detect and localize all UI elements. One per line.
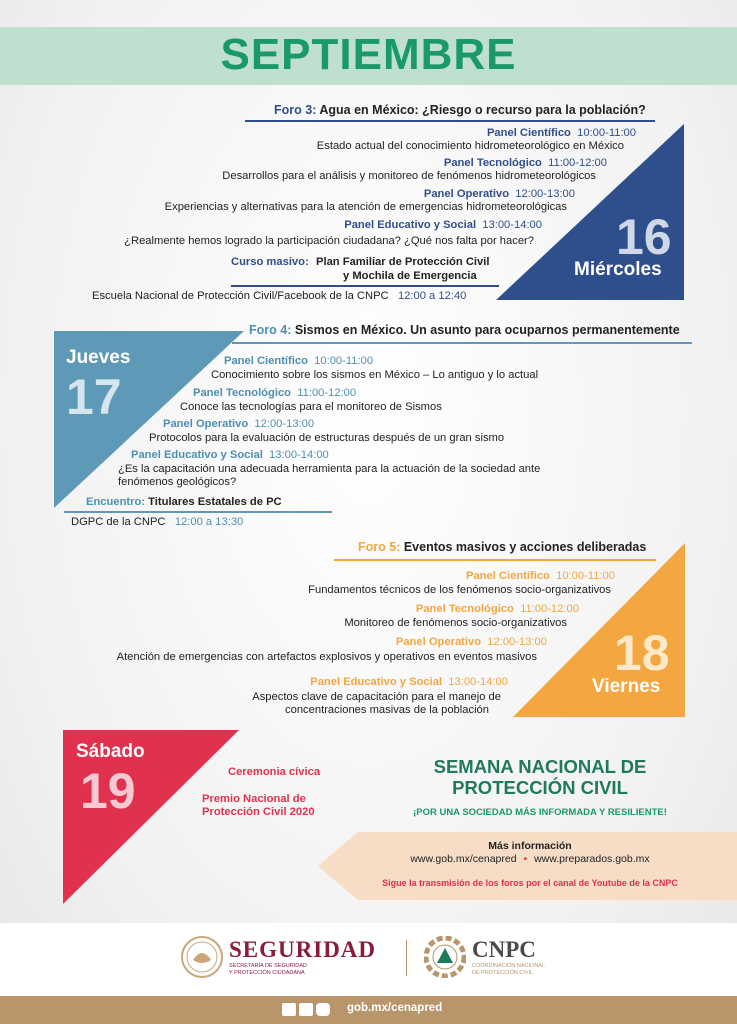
cnpc-sub-2: DE PROTECCIÓN CIVIL (472, 970, 534, 976)
panel-label: Panel Tecnológico (193, 387, 292, 399)
semana-line-2: PROTECCIÓN CIVIL (452, 777, 628, 798)
day17-panel-3-desc: Protocolos para la evaluación de estructuras después de un gran sismo (149, 432, 505, 444)
link-preparados[interactable]: www.preparados.gob.mx (534, 853, 650, 865)
curso-desc: Escuela Nacional de Protección Civil/Facebook de la CNPC (92, 290, 389, 302)
seguridad-seal-icon (181, 936, 223, 978)
panel-label: Panel Científico (224, 355, 308, 367)
day16-number: 16 (616, 209, 672, 265)
panel-time: 10:00-11:00 (314, 355, 374, 367)
day17-panel-3-header (163, 418, 314, 431)
semana-slogan: ¡POR UNA SOCIEDAD MÁS INFORMADA Y RESILIENTE! (413, 807, 667, 818)
day16-curso-rule (231, 285, 499, 287)
day16-panel-1-header (487, 127, 636, 140)
day19-name: Sábado (76, 741, 145, 762)
day18-panel-4-desc: Aspectos clave de capacitación para el manejo de (252, 691, 501, 703)
day18-panel-1-desc: Fundamentos técnicos de los fenómenos socio-organizativos (308, 584, 611, 596)
encuentro-desc: DGPC de la CNPC (71, 516, 166, 528)
twitter-icon[interactable] (299, 1003, 313, 1016)
footer-divider (406, 940, 407, 976)
page-title: SEPTIEMBRE (220, 30, 517, 79)
day17-name: Jueves (66, 347, 131, 368)
curso-time: 12:00 a 12:40 (397, 290, 467, 302)
day16-panel-2-desc: Desarrollos para el análisis y monitoreo de fenómenos hidrometeorológicos (222, 170, 596, 182)
info-youtube: Sigue la transmisión de los foros por el canal de Youtube de la CNPC (382, 878, 678, 888)
panel-time: 13:00-14:00 (269, 449, 329, 461)
cnpc-subtitle (472, 963, 545, 977)
day16-curso-label-colored: Curso masivo: (231, 256, 309, 268)
day16-curso-title-1: Plan Familiar de Protección Civil (316, 256, 490, 268)
panel-label: Panel Tecnológico (443, 157, 542, 169)
panel-time: 12:00-13:00 (515, 188, 575, 200)
panel-label: Panel Tecnológico (415, 603, 514, 615)
day17-encuentro-desc (71, 516, 243, 529)
day17-panel-2-desc: Conoce las tecnologías para el monitoreo de Sismos (180, 401, 442, 413)
day17-foro-rule (232, 342, 692, 344)
day17-number: 17 (66, 369, 122, 425)
info-title: Más información (488, 840, 572, 852)
day17-panel-1-header (224, 355, 373, 368)
day17-panel-2-header (193, 387, 356, 400)
panel-label: Panel Científico (465, 570, 550, 582)
foro-name: Sismos en México. Un asunto para ocuparnos permanentemente (291, 323, 680, 337)
day18-name: Viernes (592, 676, 661, 697)
panel-time: 13:00-14:00 (448, 676, 508, 688)
facebook-icon[interactable] (282, 1003, 296, 1016)
link-cenapred[interactable]: www.gob.mx/cenapred (410, 853, 517, 865)
day19-number: 19 (80, 763, 136, 819)
seguridad-title: SEGURIDAD (229, 937, 377, 962)
day16-curso-desc (92, 290, 466, 303)
day16-panel-4-header (344, 219, 542, 232)
day19-item-premio-1: Premio Nacional de (202, 793, 306, 805)
day18-panel-2-desc: Monitoreo de fenómenos socio-organizativos (344, 617, 567, 629)
panel-label: Panel Científico (486, 127, 571, 139)
cnpc-sub-1: COORDINACIÓN NACIONAL (472, 963, 546, 969)
day16-foro-rule (245, 120, 655, 122)
day17-panel-1-desc: Conocimiento sobre los sismos en México – Lo antiguo y lo actual (211, 369, 539, 381)
panel-label: Panel Operativo (163, 418, 249, 430)
panel-label: Panel Educativo y Social (344, 219, 477, 231)
day16-panel-3-header (424, 188, 575, 201)
foro-name: Agua en México: ¿Riesgo o recurso para la población? (316, 103, 646, 117)
day18-panel-1-header (466, 570, 615, 583)
seguridad-sub-2: Y PROTECCIÓN CIUDADANA (229, 970, 305, 976)
encuentro-label: Encuentro: (86, 496, 146, 508)
day16-panel-4-desc: ¿Realmente hemos logrado la participación ciudadana? ¿Qué nos falta por hacer? (124, 235, 534, 247)
cnpc-logo-icon (424, 936, 466, 978)
panel-time: 12:00-13:00 (254, 418, 315, 430)
panel-label: Panel Operativo (423, 188, 510, 200)
encuentro-title: Titulares Estatales de PC (145, 496, 282, 508)
panel-time: 10:00-11:00 (577, 127, 636, 139)
panel-time: 10:00-11:00 (556, 570, 615, 582)
day16-panel-1-desc: Estado actual del conocimiento hidrometeorológico en México (316, 140, 624, 152)
panel-time: 13:00-14:00 (482, 219, 542, 231)
day16-curso-title-2: y Mochila de Emergencia (343, 270, 477, 282)
panel-label: Panel Educativo y Social (131, 449, 263, 461)
day18-foro-rule (334, 559, 656, 561)
encuentro-time: 12:00 a 13:30 (174, 516, 244, 528)
day18-panel-3-desc: Atención de emergencias con artefactos explosivos y operativos en eventos masivos (116, 651, 537, 663)
day17-panel-4-desc: ¿Es la capacitación una adecuada herramienta para la actuación de la sociedad ante (118, 463, 541, 475)
semana-title (385, 756, 695, 798)
foro-label: Foro 5: (358, 540, 401, 554)
day17-foro-title (249, 323, 680, 337)
day18-panel-3-header (396, 636, 547, 649)
panel-label: Panel Operativo (395, 636, 482, 648)
foro-name: Eventos masivos y acciones deliberadas (400, 540, 647, 554)
day17-encuentro-rule (64, 511, 332, 513)
day16-foro-title (274, 103, 646, 117)
day19-item-ceremonia: Ceremonia cívica (228, 766, 321, 778)
foro-label: Foro 4: (249, 323, 292, 337)
info-links (340, 853, 720, 865)
day18-panel-4-desc-2: concentraciones masivas de la población (285, 704, 489, 716)
panel-label: Panel Educativo y Social (310, 676, 443, 688)
day16-panel-3-desc: Experiencias y alternativas para la atención de emergencias hidrometeorológicas (164, 201, 567, 213)
day18-number: 18 (614, 625, 670, 681)
day16-panel-2-header (444, 157, 607, 170)
panel-time: 11:00-12:00 (520, 603, 579, 615)
panel-time: 11:00-12:00 (297, 387, 357, 399)
foro-label: Foro 3: (274, 103, 317, 117)
day18-foro-title (358, 540, 646, 554)
youtube-icon[interactable] (316, 1003, 330, 1016)
panel-time: 12:00-13:00 (487, 636, 547, 648)
footer-url[interactable]: gob.mx/cenapred (347, 1002, 443, 1014)
day17-panel-4-desc-2: fenómenos geológicos? (118, 476, 237, 488)
bullet: • (523, 853, 528, 865)
day17-encuentro (86, 496, 282, 509)
day16-name: Miércoles (574, 259, 662, 280)
panel-time: 11:00-12:00 (548, 157, 607, 169)
day17-panel-4-header (131, 449, 329, 462)
seguridad-sub-1: SECRETARÍA DE SEGURIDAD (229, 963, 307, 969)
day19-item-premio-2: Protección Civil 2020 (202, 806, 315, 818)
cnpc-title: CNPC (472, 937, 536, 962)
semana-line-1: SEMANA NACIONAL DE (433, 756, 647, 777)
day18-panel-2-header (416, 603, 579, 616)
seguridad-subtitle (229, 963, 307, 977)
day18-panel-4-header (310, 676, 508, 689)
